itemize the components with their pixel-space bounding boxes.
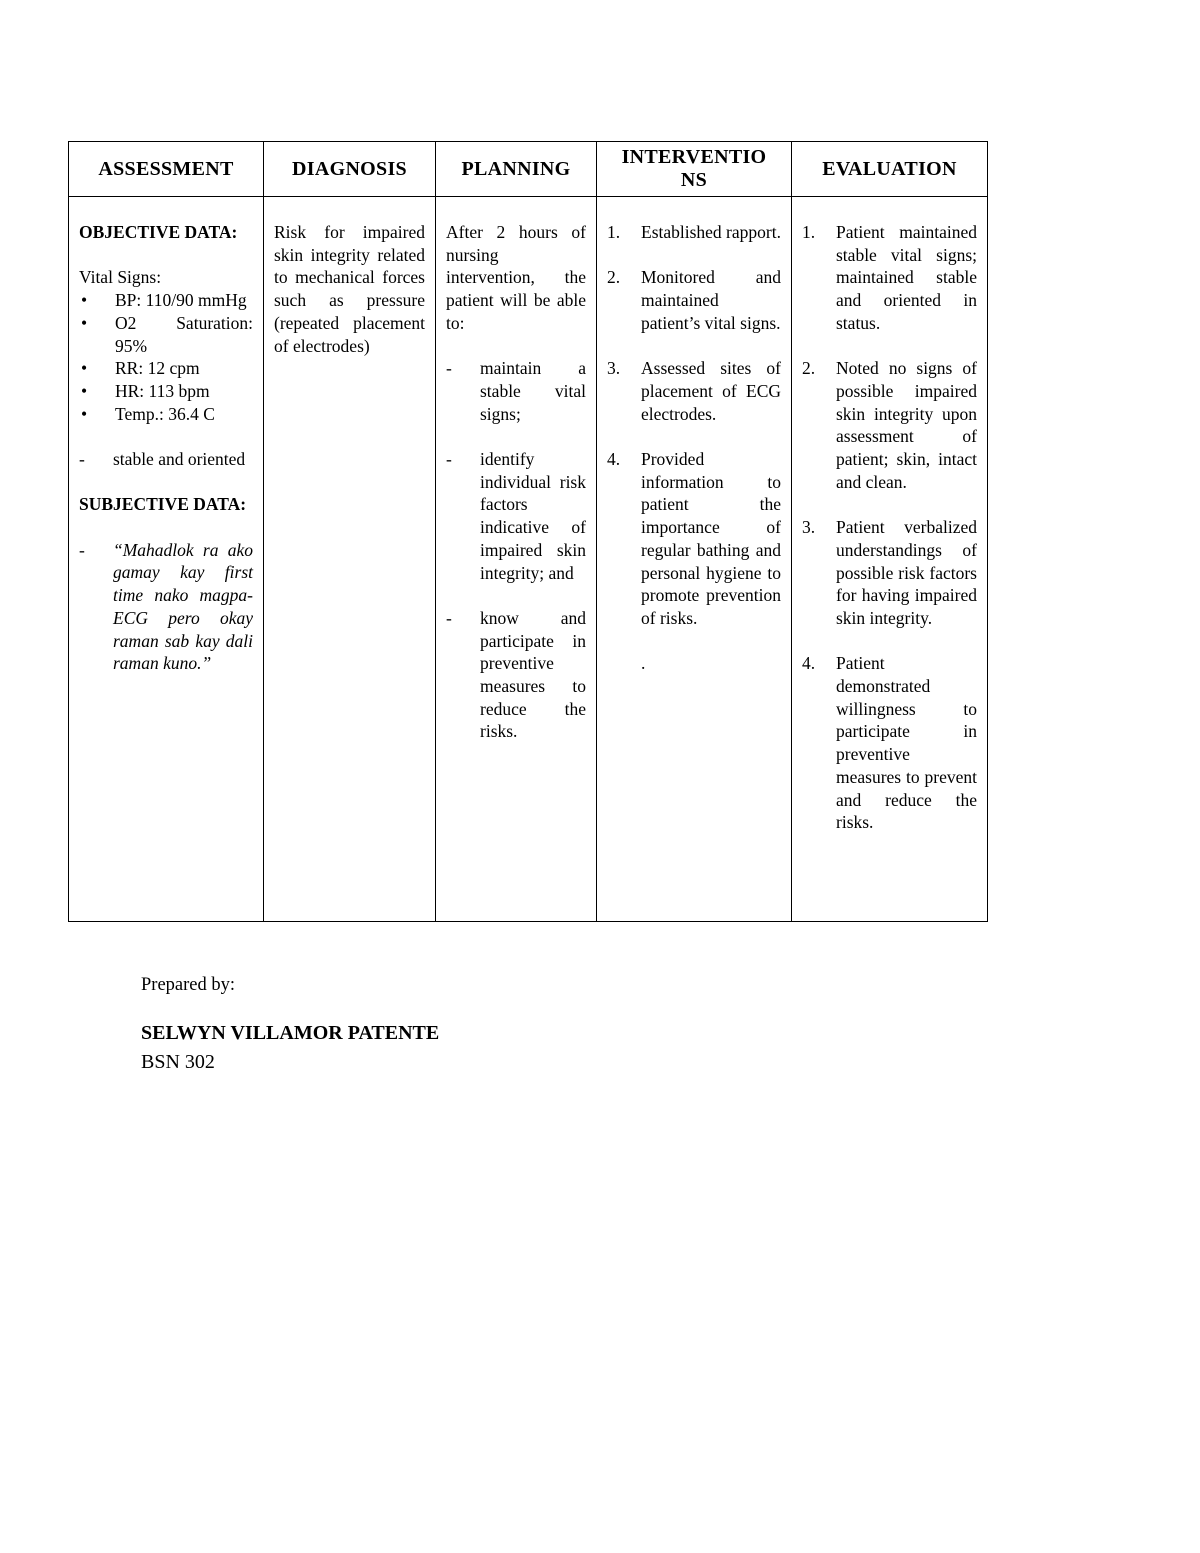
preparer-course: BSN 302 bbox=[141, 1051, 215, 1073]
header-diagnosis: DIAGNOSIS bbox=[264, 142, 436, 197]
planning-goal: - identify individual risk factors indicative of impaired skin integrity; and bbox=[446, 449, 586, 583]
evaluation-item: 2. Noted no signs of possible impaired skin integrity upon assessment of patient; skin, intact and clean. bbox=[802, 358, 977, 492]
header-interventions-line2: NS bbox=[680, 169, 708, 191]
assessment-cell bbox=[69, 197, 264, 922]
diagnosis-cell bbox=[264, 197, 436, 922]
evaluation-item: 1. Patient maintained stable vital signs; maintained stable and oriented in status. bbox=[802, 222, 977, 333]
header-interventions bbox=[597, 142, 792, 197]
intervention-item: 1. Established rapport. bbox=[607, 222, 781, 242]
intervention-item: 2. Monitored and maintained patient’s vital signs. bbox=[607, 267, 781, 333]
interventions-cell bbox=[597, 197, 792, 922]
header-row bbox=[69, 142, 988, 197]
prepared-by-label: Prepared by: bbox=[141, 975, 236, 995]
patient-quote: - “Mahadlok ra ako gamay kay first time nako magpa-ECG pero okay raman sab kay dali raman kuno.” bbox=[79, 539, 253, 674]
diagnosis-text: Risk for impaired skin integrity related to mechanical forces such as pressure (repeated placement of electrodes) bbox=[274, 222, 425, 356]
intervention-trailing-period: . bbox=[641, 653, 646, 674]
vital-sign-item: • O2 Saturation: 95% bbox=[81, 312, 253, 356]
planning-goal: - know and participate in preventive measures to reduce the risks. bbox=[446, 607, 586, 742]
vital-signs-label: Vital Signs: bbox=[79, 267, 162, 288]
evaluation-item: 3. Patient verbalized understandings of possible risk factors for having impaired skin integrity. bbox=[802, 517, 977, 628]
header-interventions-line1: INTERVENTIO bbox=[621, 146, 767, 168]
vital-sign-item: • HR: 113 bpm bbox=[81, 380, 210, 401]
vital-sign-item: • Temp.: 36.4 C bbox=[81, 403, 215, 424]
header-evaluation: EVALUATION bbox=[792, 142, 988, 197]
nursing-care-plan-table bbox=[68, 141, 988, 922]
header-assessment: ASSESSMENT bbox=[69, 142, 264, 197]
vital-sign-item: • BP: 110/90 mmHg bbox=[81, 290, 247, 311]
intervention-item: 3. Assessed sites of placement of ECG electrodes. bbox=[607, 358, 781, 424]
vital-sign-item: • RR: 12 cpm bbox=[81, 358, 200, 379]
objective-data-heading: OBJECTIVE DATA: bbox=[79, 222, 238, 242]
intervention-item: 4. Provided information to patient the importance of regular bathing and personal hygiene to promote prevention of risks. bbox=[607, 448, 781, 628]
evaluation-cell bbox=[792, 197, 988, 922]
preparer-name: SELWYN VILLAMOR PATENTE bbox=[141, 1022, 440, 1044]
planning-intro: After 2 hours of nursing intervention, the patient will be able to: bbox=[446, 222, 586, 333]
header-planning: PLANNING bbox=[436, 142, 597, 197]
subjective-data-heading: SUBJECTIVE DATA: bbox=[79, 494, 247, 515]
assessment-dash-item: - stable and oriented bbox=[79, 449, 246, 469]
planning-goal: - maintain a stable vital signs; bbox=[446, 358, 586, 424]
planning-cell bbox=[436, 197, 597, 922]
evaluation-item: 4. Patient demonstrated willingness to participate in preventive measures to prevent and reduce the risks. bbox=[802, 653, 977, 833]
content-row bbox=[69, 197, 988, 922]
